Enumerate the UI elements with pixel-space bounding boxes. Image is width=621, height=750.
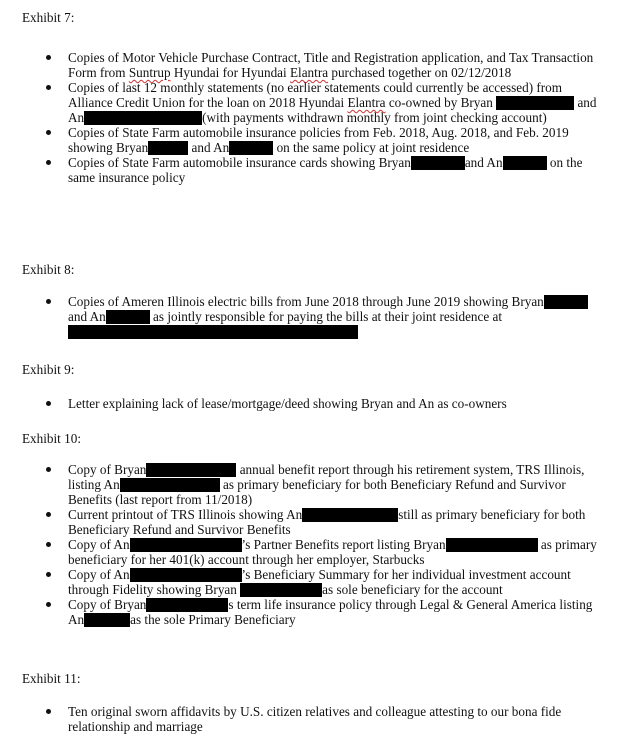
bullet-icon xyxy=(46,542,51,547)
list-item: Copies of State Farm automobile insurance cards showing Bryan and An on the same insurance policy xyxy=(0,155,621,185)
list-item: Ten original sworn affidavits by U.S. citizen relatives and colleague attesting to our bona fide relationship and marriage xyxy=(0,704,621,734)
bullet-icon xyxy=(46,512,51,517)
exhibit-9-heading: Exhibit 9: xyxy=(22,362,75,377)
bullet-icon xyxy=(46,467,51,472)
bullet-icon xyxy=(46,602,51,607)
list-item: Copy of Bryan s term life insurance policy through Legal & General America listing An as the sole Primary Beneficiary xyxy=(0,597,621,627)
exhibit-8-list xyxy=(0,294,621,339)
bullet-icon xyxy=(46,572,51,577)
redaction xyxy=(446,538,538,552)
exhibit-10-heading: Exhibit 10: xyxy=(22,431,81,446)
redaction xyxy=(106,310,150,324)
exhibit-7-list xyxy=(0,50,621,185)
redaction xyxy=(411,156,465,170)
bullet-icon xyxy=(46,709,51,714)
bullet-icon xyxy=(46,55,51,60)
list-item: Copy of An ’s Partner Benefits report listing Bryan as primary beneficiary for her 401(k) account through her employer, Starbucks xyxy=(0,537,621,567)
list-item: Current printout of TRS Illinois showing An still as primary beneficiary for both Beneficiary Refund and Survivor Benefits xyxy=(0,507,621,537)
redaction xyxy=(84,111,202,125)
bullet-icon xyxy=(46,299,51,304)
exhibit-11-list xyxy=(0,704,621,734)
redaction xyxy=(68,325,358,339)
redaction xyxy=(544,295,588,309)
list-item: Copy of Bryan annual benefit report through his retirement system, TRS Illinois, listing An as primary beneficiary for both Beneficiary Refund and Survivor Benefits (last report from 11/2018) xyxy=(0,462,621,507)
exhibit-10-list xyxy=(0,462,621,627)
bullet-icon xyxy=(46,130,51,135)
list-item: Copies of Ameren Illinois electric bills from June 2018 through June 2019 showing Bryanand An as jointly responsible for paying the bills at their joint residence at xyxy=(0,294,621,339)
list-item: Copies of State Farm automobile insurance policies from Feb. 2018, Aug. 2018, and Feb. 2019 showing Bryan and An on the same policy at joint residence xyxy=(0,125,621,155)
redaction xyxy=(130,538,242,552)
exhibit-7-heading: Exhibit 7: xyxy=(22,10,75,25)
list-item: Letter explaining lack of lease/mortgage/deed showing Bryan and An as co-owners xyxy=(0,396,621,411)
redaction xyxy=(302,508,398,522)
redaction xyxy=(240,583,322,597)
bullet-icon xyxy=(46,401,51,406)
redaction xyxy=(146,463,236,477)
redaction xyxy=(146,598,228,612)
redaction xyxy=(503,156,547,170)
redaction xyxy=(148,141,188,155)
exhibit-11-heading: Exhibit 11: xyxy=(22,671,81,686)
redaction xyxy=(84,613,130,627)
redaction xyxy=(496,96,574,110)
exhibit-8-heading: Exhibit 8: xyxy=(22,262,75,277)
bullet-icon xyxy=(46,160,51,165)
bullet-icon xyxy=(46,85,51,90)
redaction xyxy=(120,478,220,492)
redaction xyxy=(130,568,242,582)
list-item: Copy of An ’s Beneficiary Summary for her individual investment account through Fidelity showing Bryan as sole beneficiary for the account xyxy=(0,567,621,597)
redaction xyxy=(229,141,273,155)
list-item: Copies of Motor Vehicle Purchase Contract, Title and Registration application, and Tax Transaction Form from Suntrup Hyundai for Hyundai Elantra purchased together on 02/12/2018 xyxy=(0,50,621,80)
exhibit-9-list xyxy=(0,396,621,411)
list-item: Copies of last 12 monthly statements (no earlier statements could currently be accessed) from Alliance Credit Union for the loan on 2018 Hyundai Elantra co-owned by Bryan and An (with payments withdrawn monthly from joint checking account) xyxy=(0,80,621,125)
